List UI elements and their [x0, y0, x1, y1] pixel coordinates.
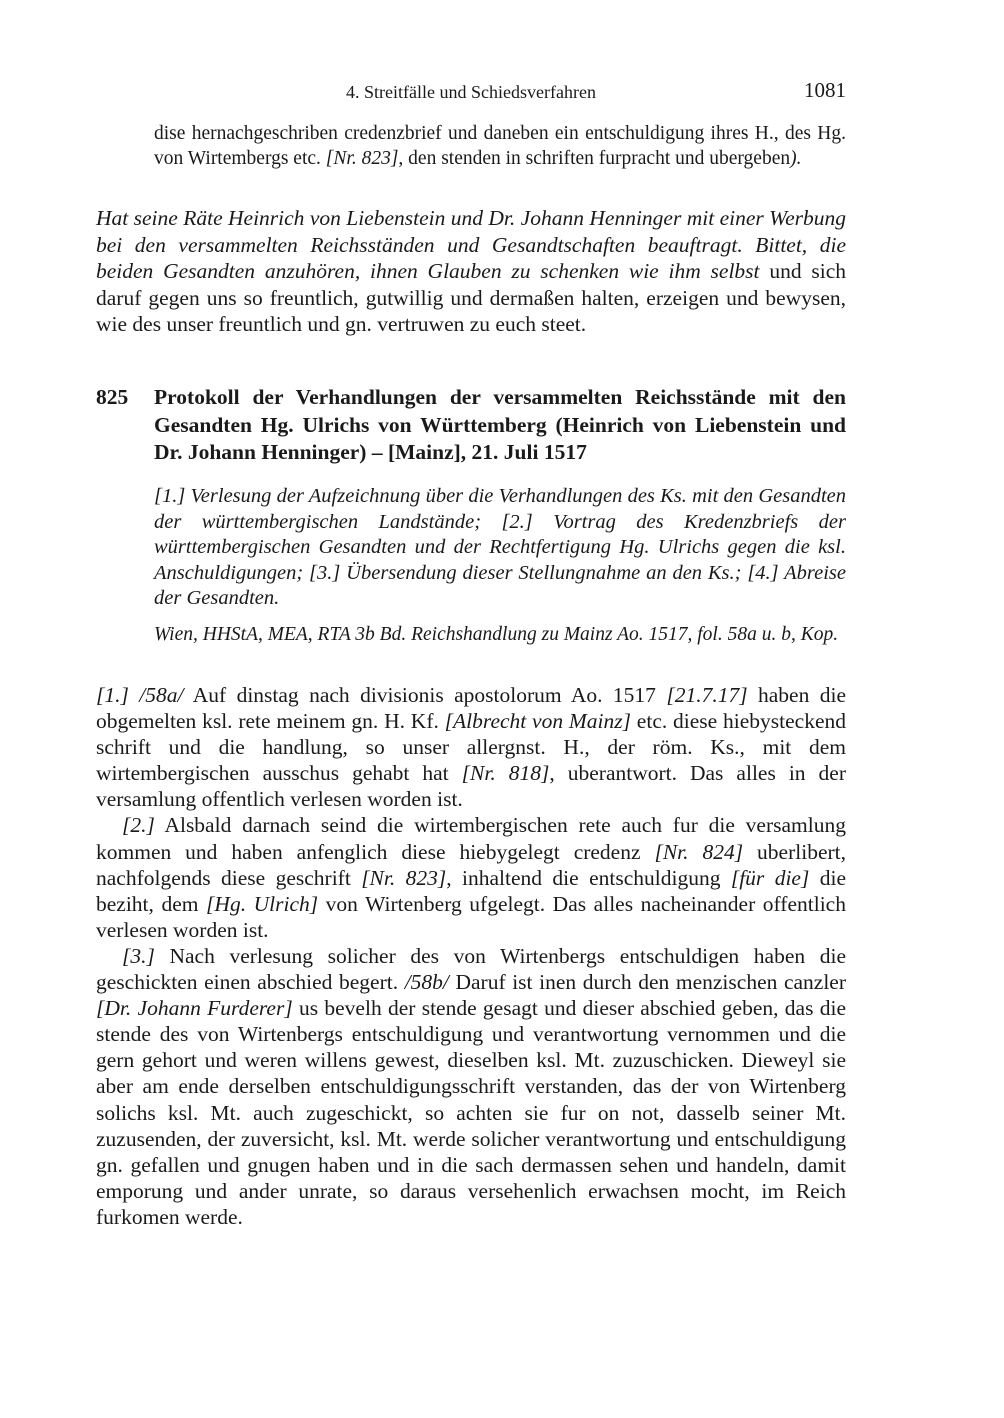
body-run: [1.] /58a/	[96, 683, 184, 707]
body-run: , uberantwort. Das alles in der versamlung offentlich verlesen worden ist.	[96, 761, 847, 812]
body-run: [21.7.17]	[666, 683, 748, 707]
intro-run: ).	[790, 148, 802, 169]
source-citation	[154, 622, 846, 647]
running-head	[96, 78, 846, 108]
summary-text: [1.] Verlesung der Aufzeichnung über die Verhandlungen des Ks. mit den Gesandten der württembergischen Landstände; [2.] Vortrag des Kredenzbriefs der württembergischen Gesandten und der Rechtfertigung Hg. Ulrichs gegen die ksl. Anschuldigungen; [3.] Übersendung dieser Stellungnahme an den Ks.; [4.] Abreise der Gesandten.	[154, 485, 846, 610]
intro-paragraph	[154, 121, 846, 171]
body-run: haben die obgemelten ksl. rete meinem gn. H. Kf.	[96, 683, 846, 734]
body-run: Auf dinstag nach divisionis apostolorum Ao. 1517	[183, 683, 667, 707]
body-paragraph-2	[96, 812, 846, 942]
body-run: [für die]	[730, 865, 810, 890]
document-summary	[154, 484, 846, 612]
regest-run: Hat seine Räte Heinrich von Liebenstein und Dr. Johann Henninger mit einer Werbung bei den versammelten Reichsständen und Gesandtschaften beauftragt. Bittet, die beiden Gesandten anzuhören, ihnen Glauben zu schenken wie ihm selbst	[96, 206, 846, 283]
running-title: 4. Streitfälle und Schiedsverfahren	[346, 82, 596, 102]
document-number: 825	[96, 385, 129, 409]
body-run: Alsbald darnach seind die wirtembergischen rete auch fur die versamlung kommen und haben anfenglich diese hiebygelegt credenz	[96, 813, 846, 864]
body-run: [Nr. 824]	[654, 839, 744, 864]
body-run: [Albrecht von Mainz]	[444, 709, 632, 734]
source-text: Wien, HHStA, MEA, RTA 3b Bd. Reichshandlung zu Mainz Ao. 1517, fol. 58a u. b, Kop.	[154, 624, 839, 645]
body-run: [2.]	[122, 813, 155, 838]
regest-text	[96, 205, 846, 338]
body-run: von Wirtenberg ufgelegt. Das alles nacheinander offentlich verlesen worden ist.	[96, 891, 846, 942]
body-run: [Nr. 818]	[461, 761, 550, 786]
document-title: Protokoll der Verhandlungen der versammelten Reichsstände mit den Gesandten Hg. Ulrichs von Württemberg (Heinrich von Liebenstein und Dr. Johann Henninger) – [Mainz], 21. Juli 1517	[154, 385, 846, 464]
regest-paragraph	[96, 205, 846, 338]
body-run: etc. diese hiebysteckend schrift und die handlung, so unser allergnst. H., der röm. Ks., mit dem wirtembergischen ausschus gehabt hat	[96, 709, 846, 786]
document-body	[96, 682, 846, 1230]
body-run: [Nr. 823]	[361, 865, 447, 890]
body-run: [3.]	[122, 943, 155, 968]
body-run: Daruf ist inen durch den menzischen canzler	[448, 970, 846, 995]
body-run: us bevelh der stende gesagt und dieser abschied geben, das die stende des von Wirtenbergs entschuldigung und verantwortung vernommen und die gern gehort und weren willens gewest, dieselben ksl. Mt. zuzuschicken. Dieweyl sie aber am ende derselben entschuldigungsschrift verstanden, das der von Wirtenberg solichs ksl. Mt. auch zugeschickt, so achten sie fur on not, dasselb seiner Mt. zuzusenden, der zuversicht, ksl. Mt. werde solicher verantwortung und entschuldigung gn. gefallen und gnugen haben und in die sach dermassen sehen und handeln, damit emporung und ander unrate, so daraus versehenlich erwachsen mocht, im Reich furkomen werde.	[96, 996, 846, 1229]
body-run: uberlibert, nachfolgends diese geschrift	[96, 839, 847, 890]
body-paragraph-3	[96, 943, 846, 1230]
body-run: die beziht, dem	[96, 865, 846, 916]
body-run: [Hg. Ulrich]	[206, 891, 319, 916]
intro-text	[154, 121, 846, 171]
body-run: , inhaltend die entschuldigung	[446, 865, 731, 890]
intro-run: dise hernachgeschriben credenzbrief und daneben ein entschuldigung ihres H., des Hg. von Wirtembergs etc.	[154, 123, 846, 169]
document-heading	[96, 384, 846, 467]
body-run: /58b/	[404, 970, 449, 995]
body-run: Nach verlesung solicher des von Wirtenbergs entschuldigen haben die geschickten einen abschied begert.	[96, 943, 846, 995]
body-run: [Dr. Johann Furderer]	[96, 996, 293, 1021]
intro-run: [Nr. 823]	[325, 148, 399, 169]
page-number: 1081	[804, 78, 846, 102]
body-paragraph-1	[96, 682, 846, 812]
intro-run: , den stenden in schriften furpracht und ubergeben	[398, 148, 791, 169]
regest-run: und sich daruf gegen uns so freuntlich, gutwillig und dermaßen halten, erzeigen und bewysen, wie des unser freuntlich und gn. vertruwen zu euch steet.	[96, 259, 846, 336]
